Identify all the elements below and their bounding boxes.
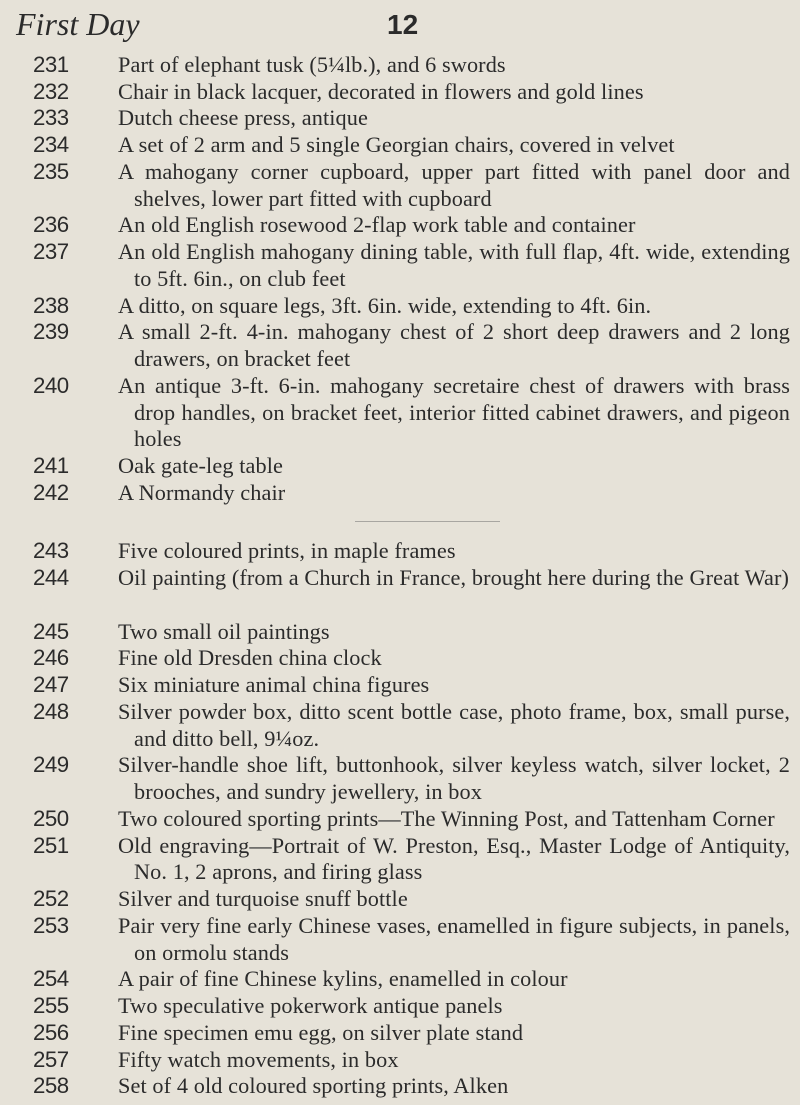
lot-description: Five coloured prints, in maple frames [118, 538, 456, 564]
lot-number: 258 [33, 1073, 69, 1099]
lot-number: 254 [33, 966, 69, 992]
lot-description: A set of 2 arm and 5 single Georgian chairs, covered in velvet [118, 132, 675, 158]
lot-number: 248 [33, 698, 69, 724]
lot-description: Fifty watch movements, in box [118, 1046, 399, 1072]
lot-description: Dutch cheese press, antique [118, 105, 369, 131]
lot-description: Silver powder box, ditto scent bottle case, photo frame, box, small purse, and ditto bell, 9¼oz. [118, 698, 790, 751]
lot-description: Oil painting (from a Church in France, brought here during the Great War) [118, 565, 790, 591]
lot-number: 237 [33, 239, 69, 265]
lot-description: A ditto, on square legs, 3ft. 6in. wide, extending to 4ft. 6in. [118, 292, 652, 318]
lot-description: Part of elephant tusk (5¼lb.), and 6 swords [118, 52, 506, 77]
page-header [16, 6, 784, 46]
lot-number: 246 [33, 645, 69, 671]
lot-description: An old English rosewood 2-flap work table and container [118, 212, 636, 238]
lot-number: 249 [33, 752, 69, 778]
lot-number: 251 [33, 832, 69, 858]
lot-number: 242 [33, 479, 69, 505]
lot-number: 236 [33, 212, 69, 238]
lot-number: 233 [33, 105, 69, 131]
lot-description: A small 2-ft. 4-in. mahogany chest of 2 short deep drawers and 2 long drawers, on bracket feet [118, 319, 790, 372]
page-number: 12 [387, 9, 419, 40]
lot-description: Silver-handle shoe lift, buttonhook, silver keyless watch, silver locket, 2 brooches, and sundry jewellery, in box [118, 752, 790, 805]
lot-description: Oak gate-leg table [118, 453, 283, 479]
lot-number: 235 [33, 158, 69, 184]
lot-number: 241 [33, 453, 69, 479]
lot-description: Two small oil paintings [118, 618, 330, 644]
lot-description: Fine specimen emu egg, on silver plate stand [118, 1019, 524, 1045]
lot-number: 240 [33, 372, 69, 398]
lot-description: Set of 4 old coloured sporting prints, Alken [118, 1073, 509, 1099]
lot-description: Chair in black lacquer, decorated in flowers and gold lines [118, 78, 644, 104]
lot-description: A Normandy chair [118, 479, 286, 505]
lot-number: 238 [33, 292, 69, 318]
lot-number: 256 [33, 1019, 69, 1045]
lot-description: Old engraving—Portrait of W. Preston, Esq., Master Lodge of Antiquity, No. 1, 2 aprons, and firing glass [118, 832, 790, 885]
lot-number: 252 [33, 886, 69, 912]
lot-description: Silver and turquoise snuff bottle [118, 886, 408, 912]
lot-description: Pair very fine early Chinese vases, enamelled in figure subjects, in panels, on ormolu stands [118, 912, 790, 965]
lot-number: 257 [33, 1046, 69, 1072]
lot-number: 253 [33, 912, 69, 938]
lot-number: 247 [33, 672, 69, 698]
lot-number: 245 [33, 618, 69, 644]
lot-number: 239 [33, 319, 69, 345]
lot-description: An old English mahogany dining table, with full flap, 4ft. wide, extending to 5ft. 6in., on club feet [118, 239, 790, 291]
lot-description: An antique 3-ft. 6-in. mahogany secretaire chest of drawers with brass drop handles, on bracket feet, interior fitted cabinet drawers, and pigeon holes [118, 372, 790, 452]
lot-description: A mahogany corner cupboard, upper part fitted with panel door and shelves, lower part fitted with cupboard [118, 158, 790, 211]
lot-description: Two coloured sporting prints—The Winning Post, and Tattenham Corner [118, 805, 775, 831]
lot-number: 232 [33, 78, 69, 104]
lot-number: 255 [33, 993, 69, 1019]
day-heading: First Day [16, 6, 140, 42]
lot-description: Fine old Dresden china clock [118, 645, 382, 671]
lot-number: 244 [33, 565, 69, 591]
lot-description: A pair of fine Chinese kylins, enamelled in colour [118, 966, 568, 992]
lot-number: 234 [33, 132, 69, 158]
lot-number: 250 [33, 805, 69, 831]
lot-number: 231 [33, 52, 69, 77]
section-divider [355, 521, 500, 522]
lot-description: Two speculative pokerwork antique panels [118, 993, 503, 1019]
lot-description: Six miniature animal china figures [118, 672, 430, 698]
lot-number: 243 [33, 538, 69, 564]
